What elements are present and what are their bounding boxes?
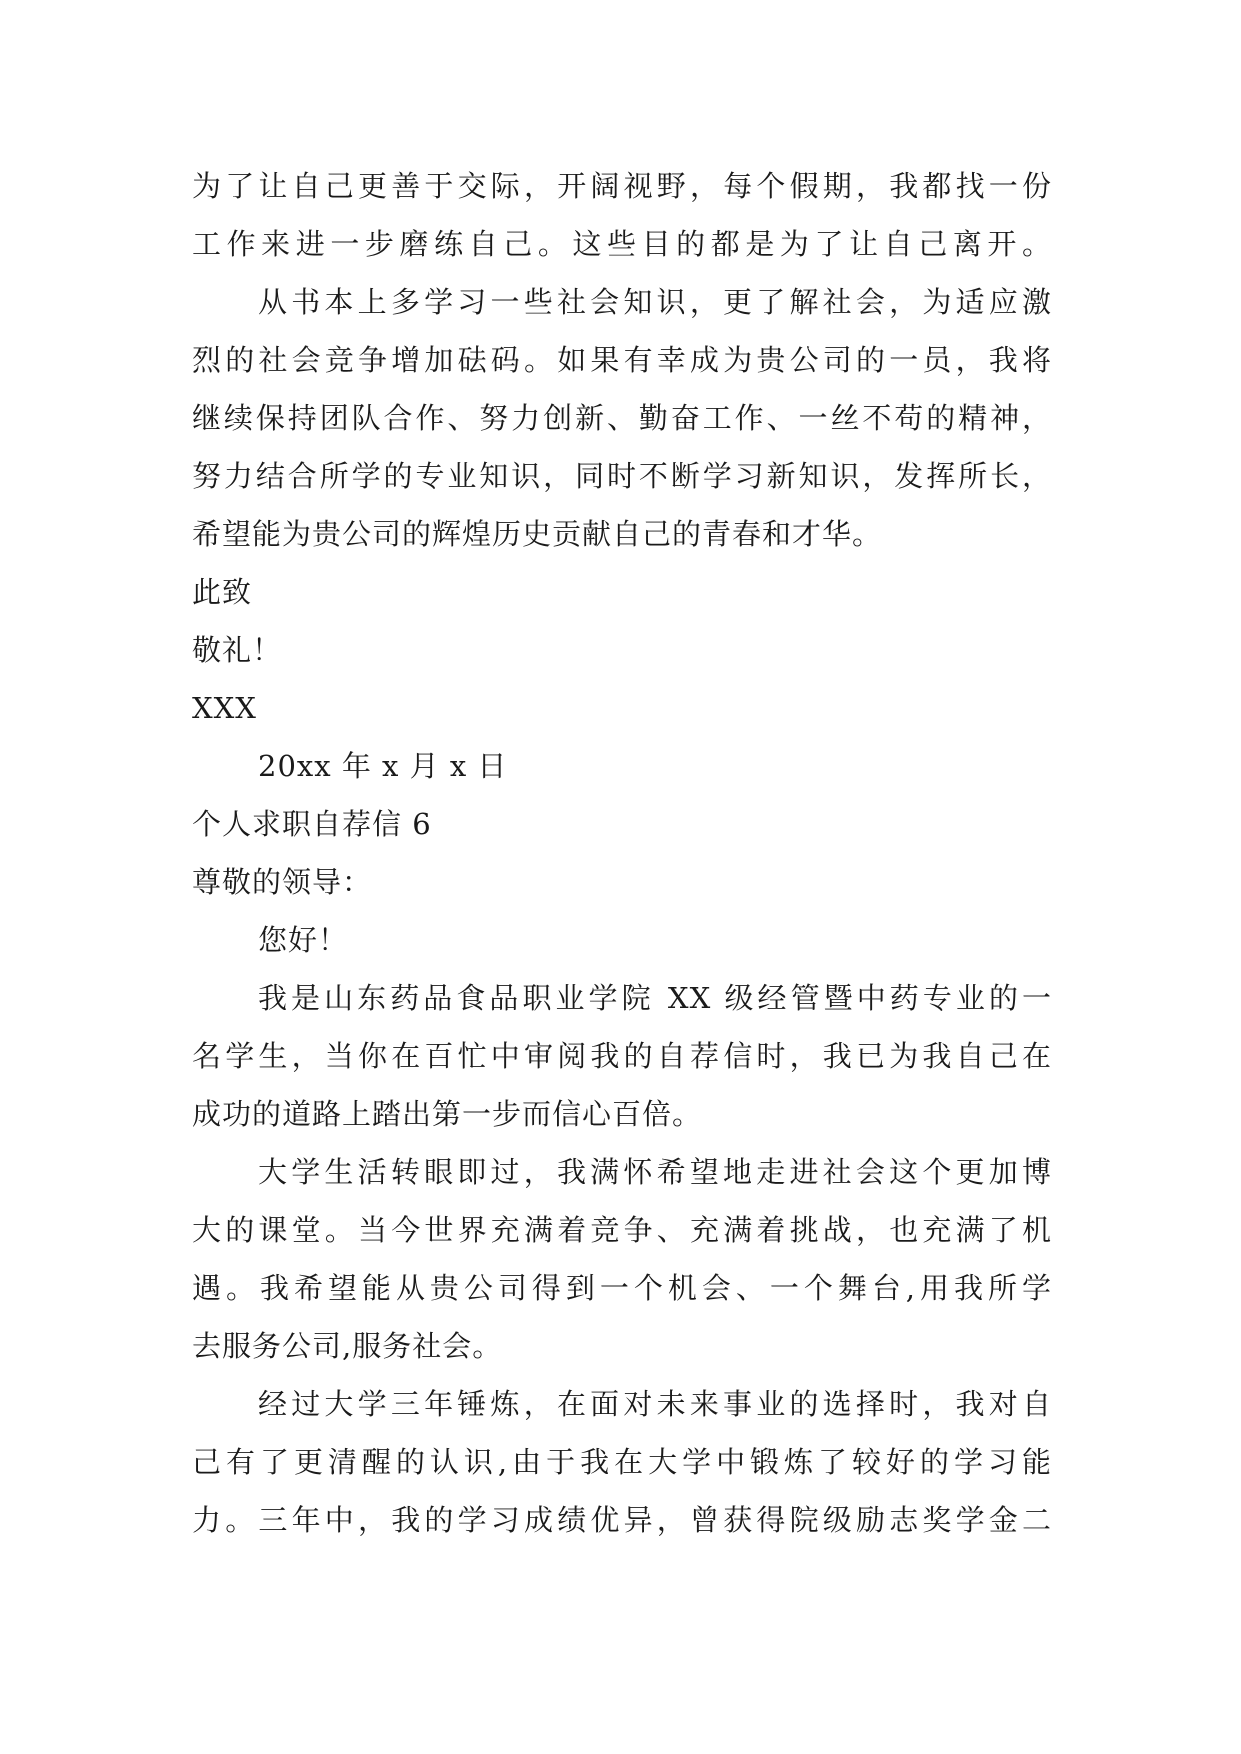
text-line: 继续保持团队合作、努力创新、勤奋工作、一丝不苟的精神，: [192, 401, 1052, 435]
text-line: 成功的道路上踏出第一步而信心百倍。: [192, 1097, 703, 1131]
text-line: 希望能为贵公司的辉煌历史贡献自己的青春和才华。: [192, 517, 883, 551]
closing-salutation: 此致: [192, 575, 253, 609]
closing-regards: 敬礼！: [192, 633, 283, 667]
text-line: 名学生，当你在百忙中审阅我的自荐信时，我已为我自己在: [192, 1039, 1052, 1073]
text-line: 大的课堂。当今世界充满着竞争、充满着挑战，也充满了机: [192, 1213, 1052, 1247]
text-line: 力。三年中，我的学习成绩优异，曾获得院级励志奖学金二: [192, 1503, 1052, 1537]
text-line: 经过大学三年锤炼，在面对未来事业的选择时，我对自: [258, 1387, 1052, 1421]
signature-name: XXX: [192, 691, 257, 725]
text-line: 己有了更清醒的认识,由于我在大学中锻炼了较好的学习能: [192, 1445, 1052, 1479]
text-line: 大学生活转眼即过，我满怀希望地走进社会这个更加博: [258, 1155, 1052, 1189]
text-line: 我是山东药品食品职业学院 XX 级经管暨中药专业的一: [258, 981, 1052, 1015]
text-line: 从书本上多学习一些社会知识，更了解社会，为适应激: [258, 285, 1052, 319]
text-line: 去服务公司,服务社会。: [192, 1329, 503, 1363]
text-line: 努力结合所学的专业知识，同时不断学习新知识，发挥所长，: [192, 459, 1052, 493]
letter-greeting: 尊敬的领导：: [192, 865, 373, 899]
letter-opening: 您好！: [258, 923, 349, 957]
section-heading: 个人求职自荐信 6: [192, 807, 432, 841]
text-line: 遇。我希望能从贵公司得到一个机会、一个舞台,用我所学: [192, 1271, 1052, 1305]
letter-date: 20xx 年 x 月 x 日: [258, 749, 508, 783]
text-line: 工作来进一步磨练自己。这些目的都是为了让自己离开。: [192, 227, 1052, 261]
text-line: 为了让自己更善于交际，开阔视野，每个假期，我都找一份: [192, 169, 1052, 203]
text-line: 烈的社会竞争增加砝码。如果有幸成为贵公司的一员，我将: [192, 343, 1052, 377]
